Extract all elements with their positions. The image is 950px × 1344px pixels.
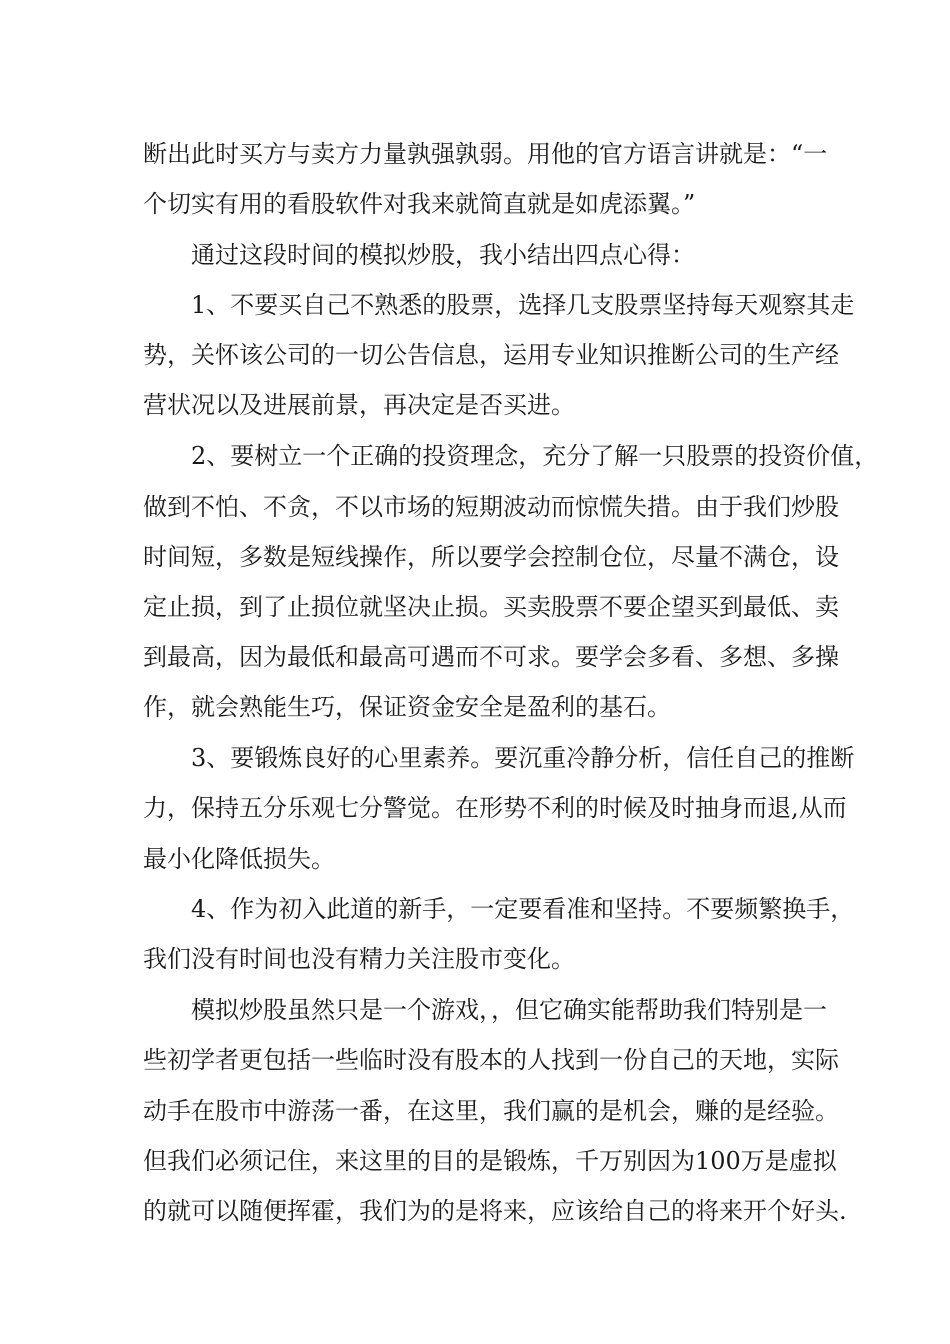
text-line	[0, 337, 950, 373]
line-text: 个切实有用的看股软件对我来就简直就是如虎添翼。”	[143, 190, 696, 218]
line-text: 3、要锻炼良好的心里素养。要沉重冷静分析，信任自己的推断	[191, 744, 855, 772]
line-text: 4、作为初入此道的新手，一定要看准和坚持。不要频繁换手，	[191, 895, 855, 923]
line-text: 通过这段时间的模拟炒股，我小结出四点心得：	[191, 241, 695, 269]
line-text: 时间短，多数是短线操作，所以要学会控制仓位，尽量不满仓，设	[143, 543, 839, 571]
line-text: 动手在股市中游荡一番，在这里，我们赢的是机会，赚的是经验。	[143, 1097, 839, 1125]
text-line	[0, 841, 950, 877]
text-line	[0, 1143, 950, 1179]
paragraph-first-line	[0, 891, 950, 927]
line-text: 的就可以随便挥霍，我们为的是将来，应该给自己的将来开个好头.	[143, 1197, 847, 1225]
line-text: 我们没有时间也没有精力关注股市变化。	[143, 945, 575, 973]
line-text: 最小化降低损失。	[143, 845, 335, 873]
text-line	[0, 1193, 950, 1229]
line-text: 力，保持五分乐观七分警觉。在形势不利的时候及时抽身而退,从而	[143, 794, 847, 822]
text-line	[0, 639, 950, 675]
line-text: 但我们必须记住，来这里的目的是锻炼，千万别因为100万是虚拟	[143, 1147, 837, 1175]
line-text: 些初学者更包括一些临时没有股本的人找到一份自己的天地，实际	[143, 1046, 839, 1074]
paragraph-first-line	[0, 287, 950, 323]
line-text: 2、要树立一个正确的投资理念，充分了解一只股票的投资价值，	[191, 442, 879, 470]
line-text: 到最高，因为最低和最高可遇而不可求。要学会多看、多想、多操	[143, 643, 839, 671]
text-line	[0, 790, 950, 826]
text-line	[0, 1093, 950, 1129]
line-text: 势，关怀该公司的一切公告信息，运用专业知识推断公司的生产经	[143, 341, 839, 369]
text-line	[0, 489, 950, 525]
text-line	[0, 186, 950, 222]
line-text: 1、不要买自己不熟悉的股票，选择几支股票坚持每天观察其走	[191, 291, 855, 319]
text-line	[0, 539, 950, 575]
paragraph-first-line	[0, 992, 950, 1028]
text-line	[0, 1042, 950, 1078]
text-line	[0, 136, 950, 172]
paragraph-first-line	[0, 438, 950, 474]
line-text: 模拟炒股虽然只是一个游戏，，但它确实能帮助我们特别是一	[191, 996, 827, 1024]
text-line	[0, 689, 950, 725]
line-text: 定止损，到了止损位就坚决止损。买卖股票不要企望买到最低、卖	[143, 593, 839, 621]
line-text: 做到不怕、不贪，不以市场的短期波动而惊慌失措。由于我们炒股	[143, 493, 839, 521]
paragraph-first-line	[0, 740, 950, 776]
line-text: 营状况以及进展前景，再决定是否买进。	[143, 391, 575, 419]
text-line	[0, 941, 950, 977]
line-text: 断出此时买方与卖方力量孰强孰弱。用他的官方语言讲就是：“一	[143, 140, 828, 168]
text-line	[0, 387, 950, 423]
text-line	[0, 589, 950, 625]
line-text: 作，就会熟能生巧，保证资金安全是盈利的基石。	[143, 693, 671, 721]
paragraph-first-line	[0, 237, 950, 273]
